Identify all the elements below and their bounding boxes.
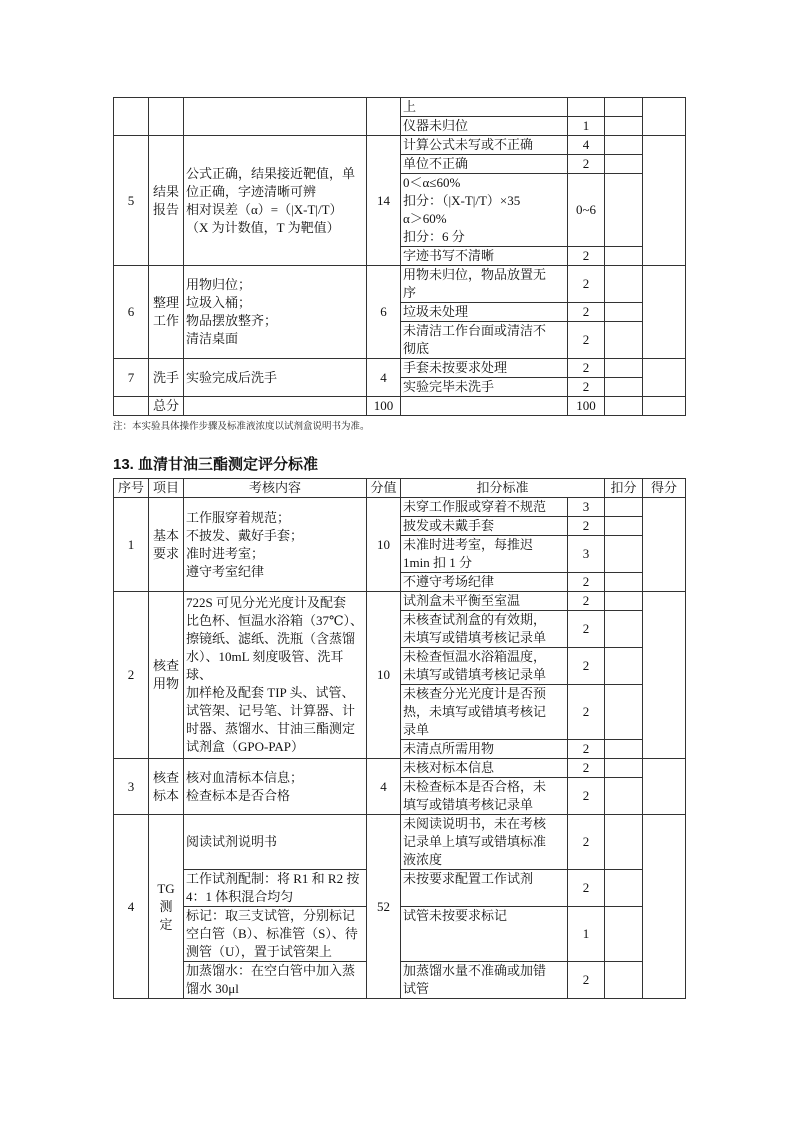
section-number: 1: [114, 498, 149, 592]
deducted-input[interactable]: [605, 322, 643, 359]
section-item: 总分: [149, 397, 184, 416]
section-item: 洗手: [149, 359, 184, 397]
deduction-points: 100: [568, 397, 605, 416]
section-number: [114, 98, 149, 136]
assessment-content: 用物归位； 垃圾入桶； 物品摆放整齐； 清洁桌面: [184, 266, 367, 359]
deduction-criterion: 未按要求配置工作试剂: [401, 870, 568, 907]
deduction-points: 2: [568, 685, 605, 740]
column-header: 扣分标准: [401, 479, 605, 498]
deducted-input[interactable]: [605, 98, 643, 117]
column-header: 扣分: [605, 479, 643, 498]
deduction-points: 2: [568, 740, 605, 759]
deducted-input[interactable]: [605, 648, 643, 685]
deducted-input[interactable]: [605, 778, 643, 815]
deducted-input[interactable]: [605, 573, 643, 592]
assessment-content: [184, 98, 367, 136]
deduction-points: 2: [568, 962, 605, 999]
section-number: 3: [114, 759, 149, 815]
assessment-content: [184, 397, 367, 416]
section-number: 7: [114, 359, 149, 397]
deduction-criterion: 手套未按要求处理: [401, 359, 568, 378]
deducted-input[interactable]: [605, 136, 643, 155]
score-input[interactable]: [643, 266, 686, 359]
deduction-criterion: 计算公式未写或不正确: [401, 136, 568, 155]
deducted-input[interactable]: [605, 759, 643, 778]
section-item: 核查 用物: [149, 592, 184, 759]
deduction-criterion: 未检查标本是否合格，未 填写或错填考核记录单: [401, 778, 568, 815]
deducted-input[interactable]: [605, 247, 643, 266]
assessment-content: 加蒸馏水：在空白管中加入蒸 馏水 30μl: [184, 962, 367, 999]
section-item: 核查 标本: [149, 759, 184, 815]
score-input[interactable]: [643, 815, 686, 999]
deduction-criterion: 实验完毕未洗手: [401, 378, 568, 397]
assessment-content: 工作服穿着规范； 不披发、戴好手套； 准时进考室； 遵守考室纪律: [184, 498, 367, 592]
section-score: 52: [367, 815, 401, 999]
table-row: [114, 592, 686, 611]
score-input[interactable]: [643, 498, 686, 592]
section-score: 6: [367, 266, 401, 359]
score-input[interactable]: [643, 397, 686, 416]
deducted-input[interactable]: [605, 907, 643, 962]
table-row: [114, 98, 686, 117]
column-header: 项目: [149, 479, 184, 498]
deducted-input[interactable]: [605, 962, 643, 999]
deduction-points: 2: [568, 592, 605, 611]
section-score: 4: [367, 759, 401, 815]
assessment-content: 工作试剂配制：将 R1 和 R2 按 4：1 体积混合均匀: [184, 870, 367, 907]
deduction-points: 3: [568, 498, 605, 517]
deduction-criterion: 单位不正确: [401, 155, 568, 174]
deducted-input[interactable]: [605, 592, 643, 611]
table-row: [114, 498, 686, 517]
section-item: TG 测 定: [149, 815, 184, 999]
section-item: [149, 98, 184, 136]
deduction-criterion: 未核查试剂盒的有效期， 未填写或错填考核记录单: [401, 611, 568, 648]
table-row: [114, 759, 686, 778]
deduction-points: 1: [568, 907, 605, 962]
deduction-criterion: [401, 397, 568, 416]
deducted-input[interactable]: [605, 498, 643, 517]
deduction-criterion: 加蒸馏水量不准确或加错 试管: [401, 962, 568, 999]
deduction-points: 2: [568, 266, 605, 303]
deduction-points: 2: [568, 359, 605, 378]
section-number: [114, 397, 149, 416]
section-number: 4: [114, 815, 149, 999]
scoring-table-continued: [113, 97, 686, 416]
deduction-criterion: 未核对标本信息: [401, 759, 568, 778]
deduction-points: 2: [568, 870, 605, 907]
deducted-input[interactable]: [605, 740, 643, 759]
section-score: [367, 98, 401, 136]
deduction-points: 4: [568, 136, 605, 155]
deduction-points: 0~6: [568, 174, 605, 247]
section-score: 100: [367, 397, 401, 416]
section-score: 10: [367, 498, 401, 592]
deduction-points: 2: [568, 815, 605, 870]
deducted-input[interactable]: [605, 815, 643, 870]
section-item: 结果 报告: [149, 136, 184, 266]
deduction-points: 2: [568, 573, 605, 592]
deduction-points: 2: [568, 648, 605, 685]
deduction-criterion: 试剂盒未平衡至室温: [401, 592, 568, 611]
section-number: 5: [114, 136, 149, 266]
section-heading: 13. 血清甘油三酯测定评分标准: [113, 456, 319, 473]
deduction-points: 2: [568, 378, 605, 397]
deduction-criterion: 未穿工作服或穿着不规范: [401, 498, 568, 517]
footnote: 注：本实验具体操作步骤及标准液浓度以试剂盒说明书为准。: [113, 421, 370, 432]
assessment-content: 实验完成后洗手: [184, 359, 367, 397]
deduction-points: 2: [568, 759, 605, 778]
deduction-points: 2: [568, 155, 605, 174]
deduction-points: 2: [568, 778, 605, 815]
assessment-content: 标记：取三支试管，分别标记 空白管（B）、标准管（S）、待 测管（U），置于试管架上: [184, 907, 367, 962]
assessment-content: 阅读试剂说明书: [184, 815, 367, 870]
deducted-input[interactable]: [605, 266, 643, 303]
column-header: 序号: [114, 479, 149, 498]
section-score: 4: [367, 359, 401, 397]
deduction-points: 2: [568, 247, 605, 266]
table-row: [114, 266, 686, 303]
assessment-content: 722S 可见分光光度计及配套 比色杯、恒温水浴箱（37℃）、 擦镜纸、滤纸、洗瓶（含蒸馏 水）、10mL 刻度吸管、洗耳球、 加样枪及配套 TIP 头、试管、 试管架、记号笔、计算器、计 时器、蒸馏水、甘油三酯测定 试剂盒（GPO-PAP）: [184, 592, 367, 759]
deduction-criterion: 未清洁工作台面或清洁不 彻底: [401, 322, 568, 359]
deduction-criterion: 披发或未戴手套: [401, 517, 568, 536]
score-input[interactable]: [643, 759, 686, 815]
deduction-points: 2: [568, 611, 605, 648]
table-row: [114, 359, 686, 378]
deduction-points: 2: [568, 517, 605, 536]
table-row: [114, 136, 686, 155]
deducted-input[interactable]: [605, 397, 643, 416]
section-number: 2: [114, 592, 149, 759]
assessment-content: 公式正确，结果接近靶值，单 位正确，字迹清晰可辨 相对误差（α）=（|X-T|/T） （X 为计数值，T 为靶值）: [184, 136, 367, 266]
deduction-criterion: 0＜α≤60% 扣分：（|X-T|/T）×35 α＞60% 扣分：6 分: [401, 174, 568, 247]
deducted-input[interactable]: [605, 536, 643, 573]
deducted-input[interactable]: [605, 117, 643, 136]
table-row: [114, 397, 686, 416]
deduction-points: 1: [568, 117, 605, 136]
deducted-input[interactable]: [605, 517, 643, 536]
deduction-criterion: 用物未归位，物品放置无 序: [401, 266, 568, 303]
column-header: 考核内容: [184, 479, 367, 498]
score-input[interactable]: [643, 592, 686, 759]
section-item: 基本 要求: [149, 498, 184, 592]
section-score: 14: [367, 136, 401, 266]
deduction-criterion: 未检查恒温水浴箱温度， 未填写或错填考核记录单: [401, 648, 568, 685]
score-input[interactable]: [643, 359, 686, 397]
deduction-points: 3: [568, 536, 605, 573]
deduction-criterion: 未准时进考室，每推迟 1min 扣 1 分: [401, 536, 568, 573]
deduction-points: [568, 98, 605, 117]
deducted-input[interactable]: [605, 174, 643, 247]
deduction-criterion: 字迹书写不清晰: [401, 247, 568, 266]
deduction-points: 2: [568, 303, 605, 322]
deduction-criterion: 未核查分光光度计是否预 热，未填写或错填考核记 录单: [401, 685, 568, 740]
deduction-criterion: 试管未按要求标记: [401, 907, 568, 962]
deduction-criterion: 未阅读说明书，未在考核 记录单上填写或错填标准 液浓度: [401, 815, 568, 870]
deducted-input[interactable]: [605, 155, 643, 174]
deduction-points: 2: [568, 322, 605, 359]
score-input[interactable]: [643, 136, 686, 266]
deduction-criterion: 垃圾未处理: [401, 303, 568, 322]
section-item: 整理 工作: [149, 266, 184, 359]
deducted-input[interactable]: [605, 870, 643, 907]
deducted-input[interactable]: [605, 685, 643, 740]
score-input[interactable]: [643, 98, 686, 136]
deduction-criterion: 仪器未归位: [401, 117, 568, 136]
deducted-input[interactable]: [605, 359, 643, 378]
assessment-content: 核对血清标本信息； 检查标本是否合格: [184, 759, 367, 815]
table-header-row: [114, 479, 686, 498]
deducted-input[interactable]: [605, 611, 643, 648]
deducted-input[interactable]: [605, 303, 643, 322]
section-number: 6: [114, 266, 149, 359]
column-header: 分值: [367, 479, 401, 498]
deduction-criterion: 不遵守考场纪律: [401, 573, 568, 592]
section-score: 10: [367, 592, 401, 759]
table-row: [114, 815, 686, 870]
column-header: 得分: [643, 479, 686, 498]
deduction-criterion: 上: [401, 98, 568, 117]
triglyceride-scoring-table: [113, 478, 686, 999]
deducted-input[interactable]: [605, 378, 643, 397]
deduction-criterion: 未清点所需用物: [401, 740, 568, 759]
